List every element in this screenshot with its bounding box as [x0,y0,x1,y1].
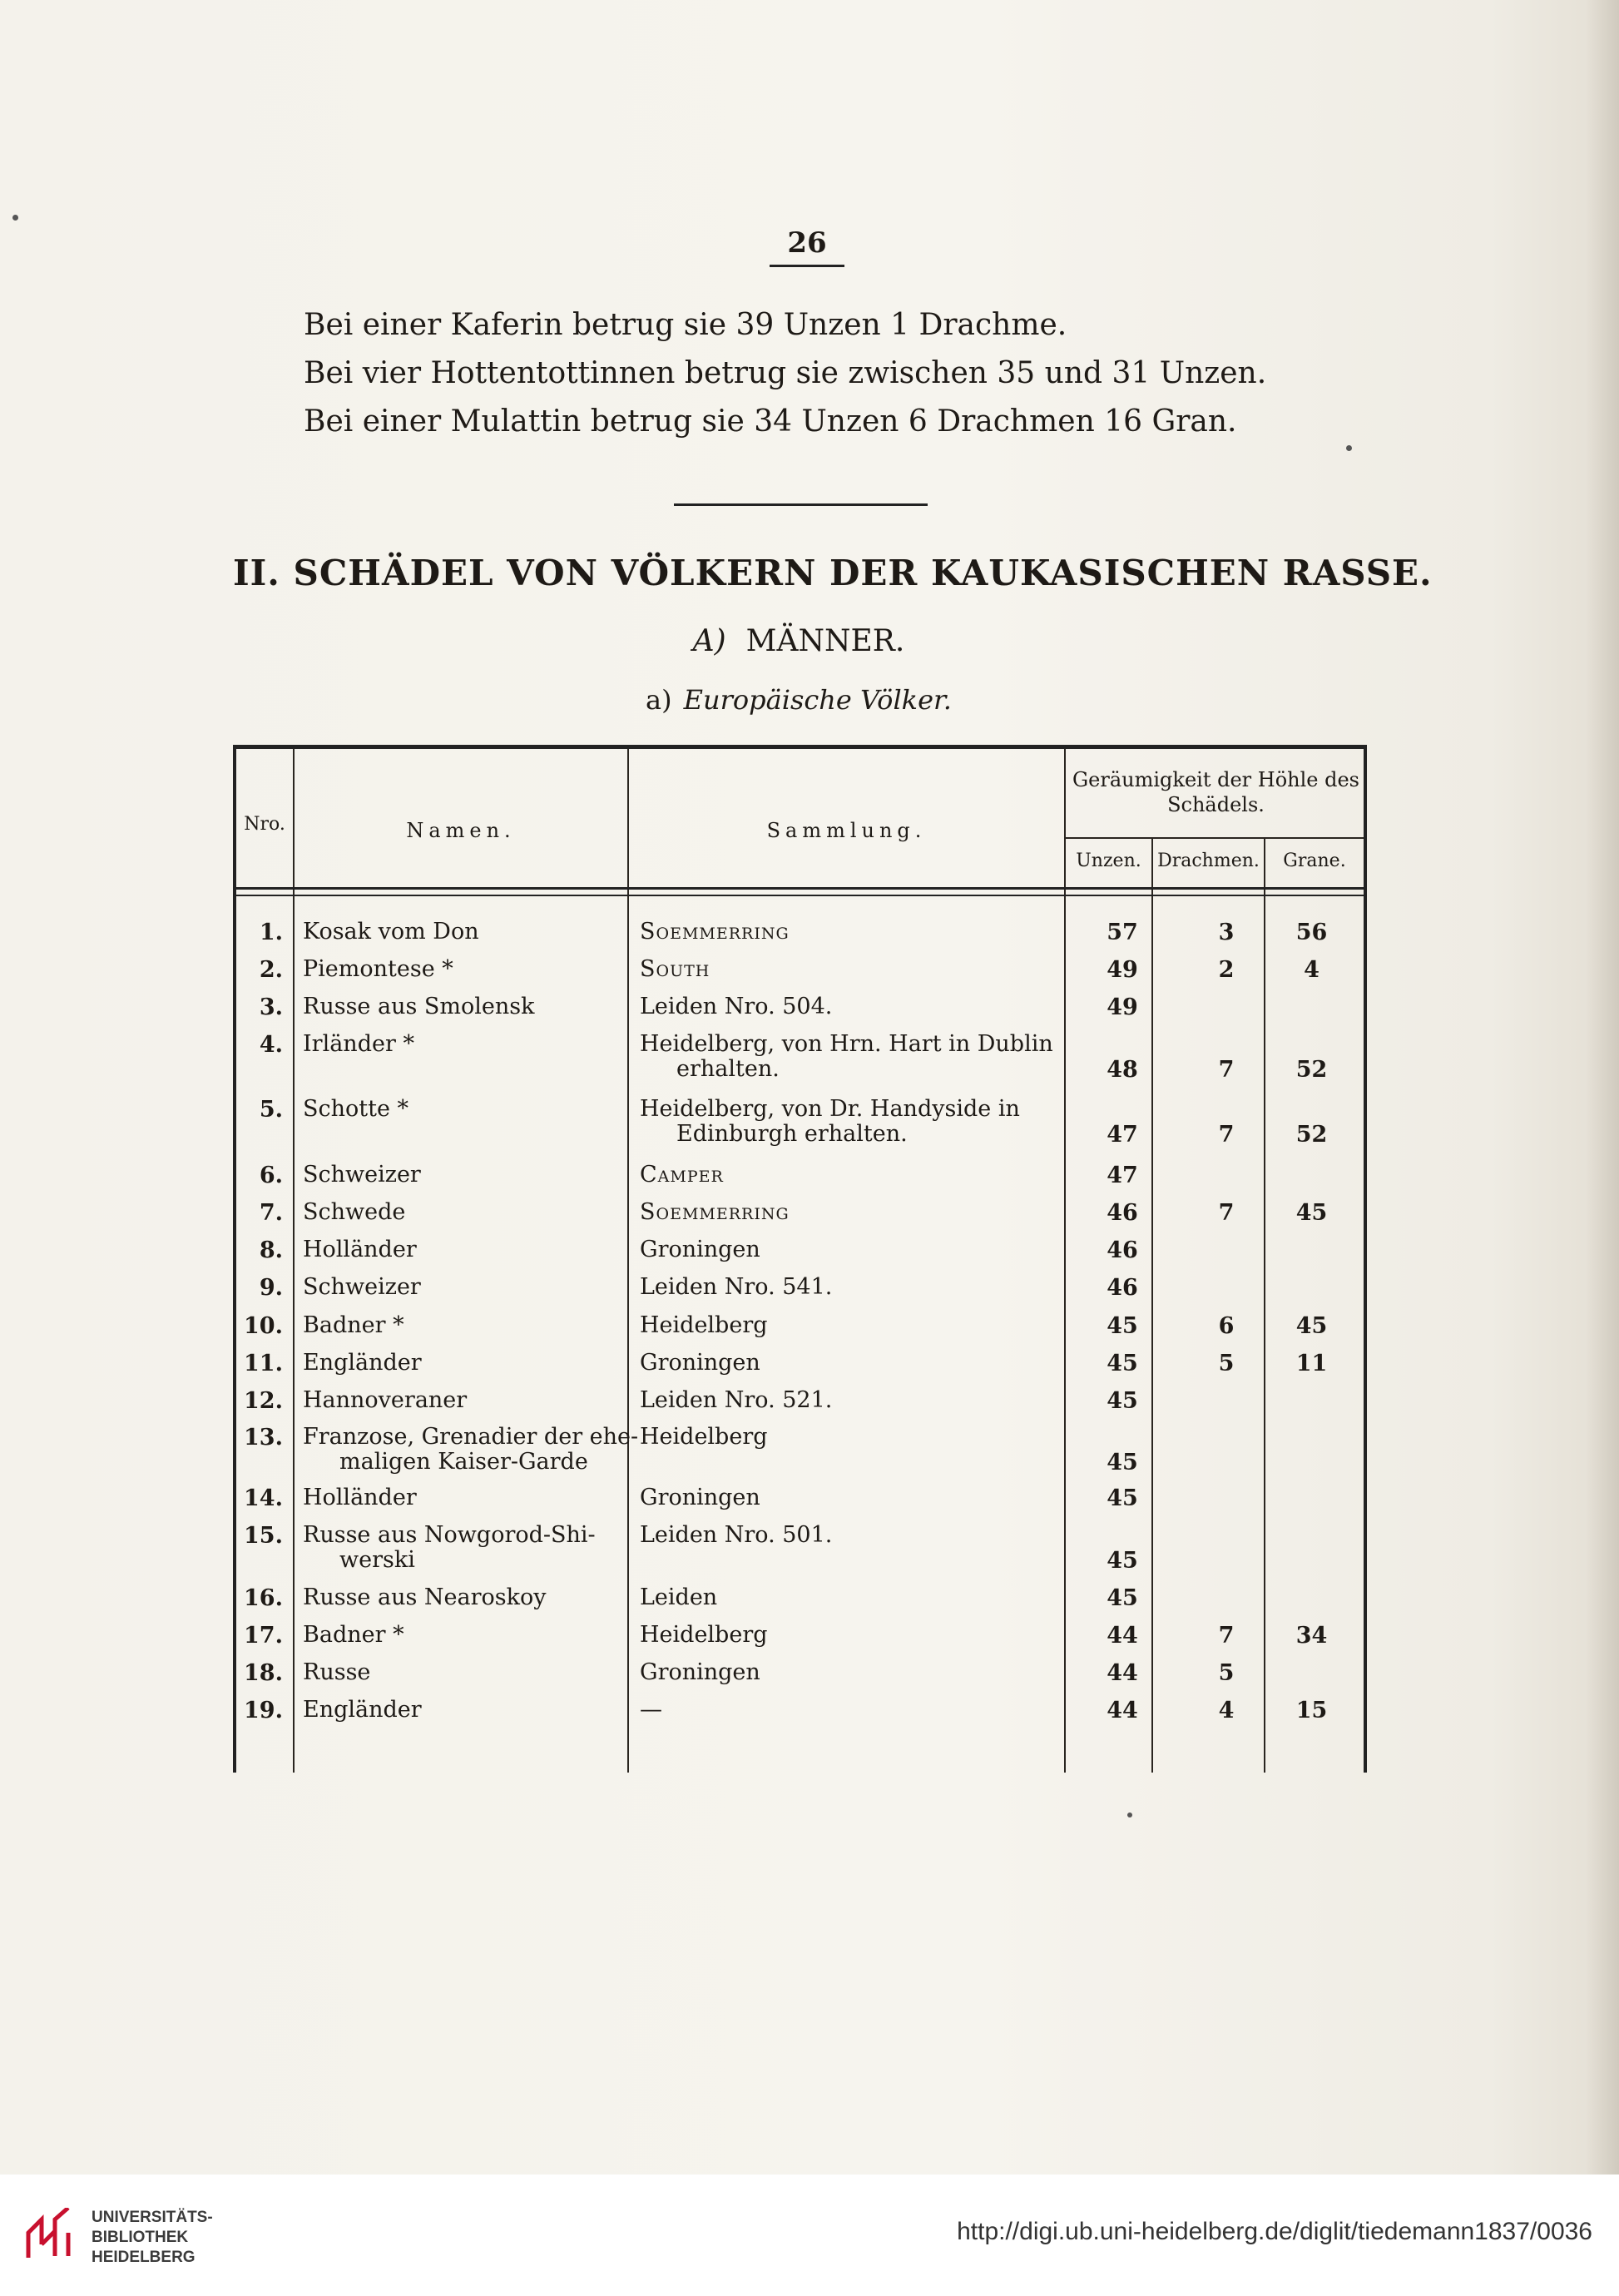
row-unzen: 49 [1107,957,1138,983]
intro-line: Bei einer Mulattin betrug sie 34 Unzen 6 Drachmen 16 Gran. [304,404,1237,439]
subsubtitle-letter: a) [646,684,672,716]
row-number: 9. [259,1275,283,1301]
header-capacity: Geräumigkeit der Höhle des Schädels. [1072,768,1359,816]
header-drachmen: Drachmen. [1157,850,1260,871]
row-unzen: 46 [1107,1275,1138,1301]
row-name-continuation: maligen Kaiser-Garde [339,1449,588,1475]
row-drachmen: 4 [1218,1698,1235,1723]
paper-speck [1127,1813,1132,1817]
column-divider [1064,749,1066,1773]
row-collection: Camper [640,1162,724,1188]
row-number: 4. [259,1032,283,1058]
header-sammlung: Sammlung. [766,819,927,842]
intro-line: Bei einer Kaferin betrug sie 39 Unzen 1 Drachme. [304,308,1067,342]
footer-bar [0,2175,1619,2296]
row-name: Schotte * [303,1096,409,1122]
row-unzen: 45 [1107,1485,1138,1511]
row-unzen: 46 [1107,1237,1138,1263]
row-grane: 45 [1295,1200,1328,1226]
row-name: Badner * [303,1622,404,1648]
row-collection-continuation: erhalten. [676,1056,780,1082]
subsubtitle-text: Europäische Völker. [683,684,952,716]
library-name-line: UNIVERSITÄTS- [92,2209,213,2226]
skull-capacity-table [233,745,1367,1773]
row-number: 13. [244,1425,283,1450]
header-subrule [1064,837,1364,839]
row-unzen: 57 [1107,920,1138,945]
library-name-line: HEIDELBERG [92,2249,196,2266]
row-drachmen: 3 [1218,920,1235,945]
row-grane: 34 [1295,1623,1328,1649]
row-drachmen: 7 [1218,1122,1235,1148]
row-name: Hannoveraner [303,1387,468,1413]
row-grane: 45 [1295,1313,1328,1339]
row-number: 17. [244,1623,283,1649]
row-name: Schweizer [303,1162,421,1188]
separator-rule [674,503,928,506]
row-collection: Heidelberg, von Hrn. Hart in Dublin erhalten. [640,1031,1053,1082]
row-unzen: 47 [1107,1122,1138,1148]
row-name: Badner * [303,1312,404,1338]
row-collection: Heidelberg, von Dr. Handyside in Edinburgh erhalten. [640,1097,1047,1147]
row-drachmen: 6 [1218,1313,1235,1339]
row-unzen: 44 [1107,1623,1138,1649]
row-unzen: 45 [1107,1388,1138,1414]
row-name: Piemontese * [303,956,453,982]
intro-line: Bei vier Hottentottinnen betrug sie zwischen 35 und 31 Unzen. [304,356,1267,390]
row-number: 14. [244,1485,283,1511]
row-number: 19. [244,1698,283,1723]
row-unzen: 44 [1107,1660,1138,1686]
row-collection: Leiden [640,1584,718,1610]
row-unzen: 44 [1107,1698,1138,1723]
row-unzen: 47 [1107,1163,1138,1188]
row-name: Russe aus Nowgorod-Shi- werski [303,1523,619,1573]
row-number: 3. [259,994,283,1020]
column-divider [627,749,629,1773]
row-unzen: 49 [1107,994,1138,1020]
row-name-continuation: werski [339,1547,415,1573]
row-collection: Soemmerring [640,1199,790,1225]
row-number: 18. [244,1660,283,1686]
row-name: Russe aus Smolensk [303,994,535,1019]
row-collection: Leiden Nro. 541. [640,1274,833,1300]
intro-paragraph [304,301,1385,446]
row-collection: Soemmerring [640,919,790,945]
row-number: 6. [259,1163,283,1188]
row-unzen: 45 [1107,1548,1138,1574]
page-number-rule [770,265,844,267]
row-grane: 56 [1295,920,1328,945]
row-number: 11. [244,1351,283,1376]
row-drachmen: 7 [1218,1200,1235,1226]
row-unzen: 45 [1107,1585,1138,1611]
row-collection: Groningen [640,1237,760,1262]
library-name [92,2208,213,2268]
row-number: 8. [259,1237,283,1263]
row-name: Schwede [303,1199,406,1225]
row-unzen: 45 [1107,1351,1138,1376]
row-drachmen: 7 [1218,1623,1235,1649]
row-grane: 52 [1295,1057,1328,1083]
row-drachmen: 2 [1218,957,1235,983]
library-logo-icon [23,2208,78,2263]
row-collection: Heidelberg [640,1622,768,1648]
header-bottom-rule [236,887,1364,896]
row-number: 16. [244,1585,283,1611]
row-number: 1. [259,920,283,945]
row-number: 2. [259,957,283,983]
header-unzen: Unzen. [1076,850,1141,871]
header-namen: Namen. [406,819,516,842]
row-number: 12. [244,1388,283,1414]
row-drachmen: 5 [1218,1351,1235,1376]
page-number: 26 [787,226,827,260]
row-collection: Groningen [640,1350,760,1376]
row-name: Russe [303,1659,371,1685]
row-grane: 11 [1295,1351,1328,1376]
row-unzen: 48 [1107,1057,1138,1083]
header-nro: Nro. [244,814,285,835]
row-name: Irländer * [303,1031,414,1057]
column-divider [293,749,295,1773]
paper-speck [1346,445,1352,451]
row-grane: 15 [1295,1698,1328,1723]
subsubtitle [233,684,1364,716]
row-collection: Heidelberg [640,1312,768,1338]
row-collection: — [640,1697,662,1723]
row-name: Holländer [303,1485,417,1510]
source-url[interactable]: http://digi.ub.uni-heidelberg.de/diglit/tiedemann1837/0036 [957,2218,1592,2245]
row-collection: South [640,956,710,982]
row-name: Engländer [303,1350,422,1376]
subtitle-text: MÄNNER. [745,624,905,658]
subtitle-letter: A) [692,624,726,658]
row-name: Schweizer [303,1274,421,1300]
row-number: 10. [244,1313,283,1339]
row-collection-continuation: Edinburgh erhalten. [676,1121,908,1147]
row-unzen: 45 [1107,1313,1138,1339]
row-unzen: 46 [1107,1200,1138,1226]
row-drachmen: 7 [1218,1057,1235,1083]
row-collection: Heidelberg [640,1424,768,1450]
row-collection: Leiden Nro. 504. [640,994,833,1019]
row-collection: Groningen [640,1659,760,1685]
row-collection: Groningen [640,1485,760,1510]
page-edge-shadow [1586,0,1619,2175]
row-number: 7. [259,1200,283,1226]
row-grane: 4 [1304,957,1319,983]
row-name: Engländer [303,1697,422,1723]
row-collection: Leiden Nro. 501. [640,1522,833,1548]
row-unzen: 45 [1107,1450,1138,1475]
section-title: II. SCHÄDEL VON VÖLKERN DER KAUKASISCHEN RASSE. [233,553,1433,593]
row-name: Holländer [303,1237,417,1262]
row-name: Kosak vom Don [303,919,479,945]
row-grane: 52 [1295,1122,1328,1148]
row-collection: Leiden Nro. 521. [640,1387,833,1413]
row-name: Russe aus Nearoskoy [303,1584,547,1610]
row-drachmen: 5 [1218,1660,1235,1686]
paper-speck [12,215,18,221]
row-number: 15. [244,1523,283,1549]
subtitle [233,624,1364,658]
header-grane: Grane. [1283,850,1346,871]
library-name-line: BIBLIOTHEK [92,2229,189,2246]
row-number: 5. [259,1097,283,1123]
row-name: Franzose, Grenadier der ehe- maligen Kaiser-Garde [303,1424,639,1475]
